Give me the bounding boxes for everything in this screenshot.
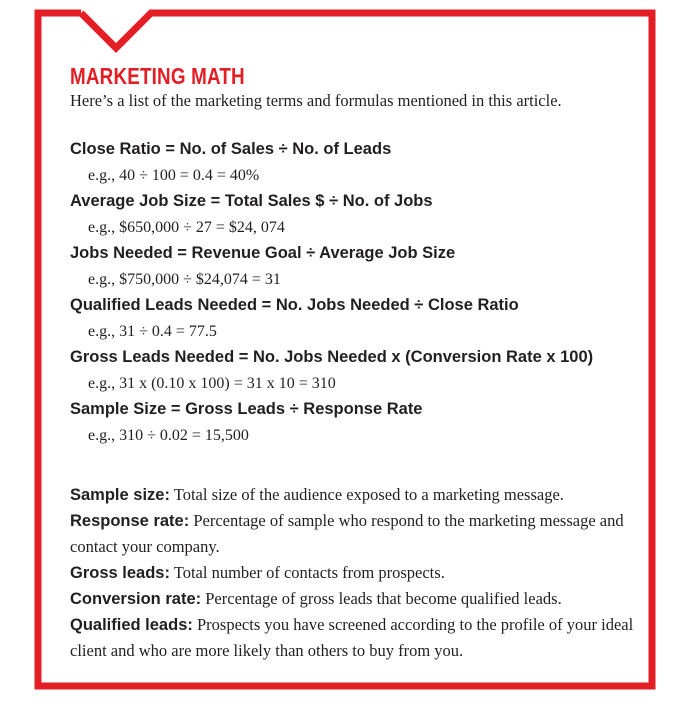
definition-text: Total size of the audience exposed to a marketing message.: [173, 485, 564, 504]
formula-jobs-needed: Jobs Needed = Revenue Goal ÷ Average Job Size: [70, 244, 456, 262]
formula-average-job-size: Average Job Size = Total Sales $ ÷ No. of Jobs: [70, 192, 433, 210]
definition-gross-leads: [70, 560, 635, 586]
box-title: MARKETING MATH: [70, 63, 245, 89]
definition-qualified-leads: [70, 612, 635, 664]
definition-conversion-rate: [70, 586, 635, 612]
example-close-ratio: e.g., 40 ÷ 100 = 0.4 = 40%: [88, 167, 260, 184]
definition-text: Total number of contacts from prospects.: [173, 563, 445, 582]
example-average-job-size: e.g., $650,000 ÷ 27 = $24, 074: [88, 219, 285, 236]
definition-text: Percentage of sample who respond to the marketing message and contact your company.: [70, 511, 624, 556]
formula-close-ratio: Close Ratio = No. of Sales ÷ No. of Leads: [70, 140, 392, 158]
definition-term: Qualified leads:: [70, 616, 193, 634]
definition-text: Percentage of gross leads that become qualified leads.: [205, 589, 562, 608]
definition-term: Response rate:: [70, 512, 190, 530]
formula-gross-leads-needed: Gross Leads Needed = No. Jobs Needed x (Conversion Rate x 100): [70, 348, 594, 366]
definition-term: Sample size:: [70, 486, 170, 504]
definition-term: Gross leads:: [70, 564, 170, 582]
formula-sample-size: Sample Size = Gross Leads ÷ Response Rate: [70, 400, 423, 418]
marketing-math-box: [70, 62, 635, 664]
example-sample-size: e.g., 310 ÷ 0.02 = 15,500: [88, 427, 249, 444]
definition-term: Conversion rate:: [70, 590, 202, 608]
formula-qualified-leads-needed: Qualified Leads Needed = No. Jobs Needed ÷ Close Ratio: [70, 296, 519, 314]
example-qualified-leads-needed: e.g., 31 ÷ 0.4 = 77.5: [88, 323, 217, 340]
definition-list: [70, 482, 635, 664]
formula-list: [70, 137, 635, 449]
definition-text: Prospects you have screened according to the profile of your ideal client and who are more likely than others to buy from you.: [70, 615, 634, 660]
definition-response-rate: [70, 508, 635, 560]
definition-sample-size: [70, 482, 635, 508]
example-gross-leads-needed: e.g., 31 x (0.10 x 100) = 31 x 10 = 310: [88, 375, 336, 392]
intro-text: Here’s a list of the marketing terms and formulas mentioned in this article.: [70, 91, 562, 110]
example-jobs-needed: e.g., $750,000 ÷ $24,074 = 31: [88, 271, 281, 288]
